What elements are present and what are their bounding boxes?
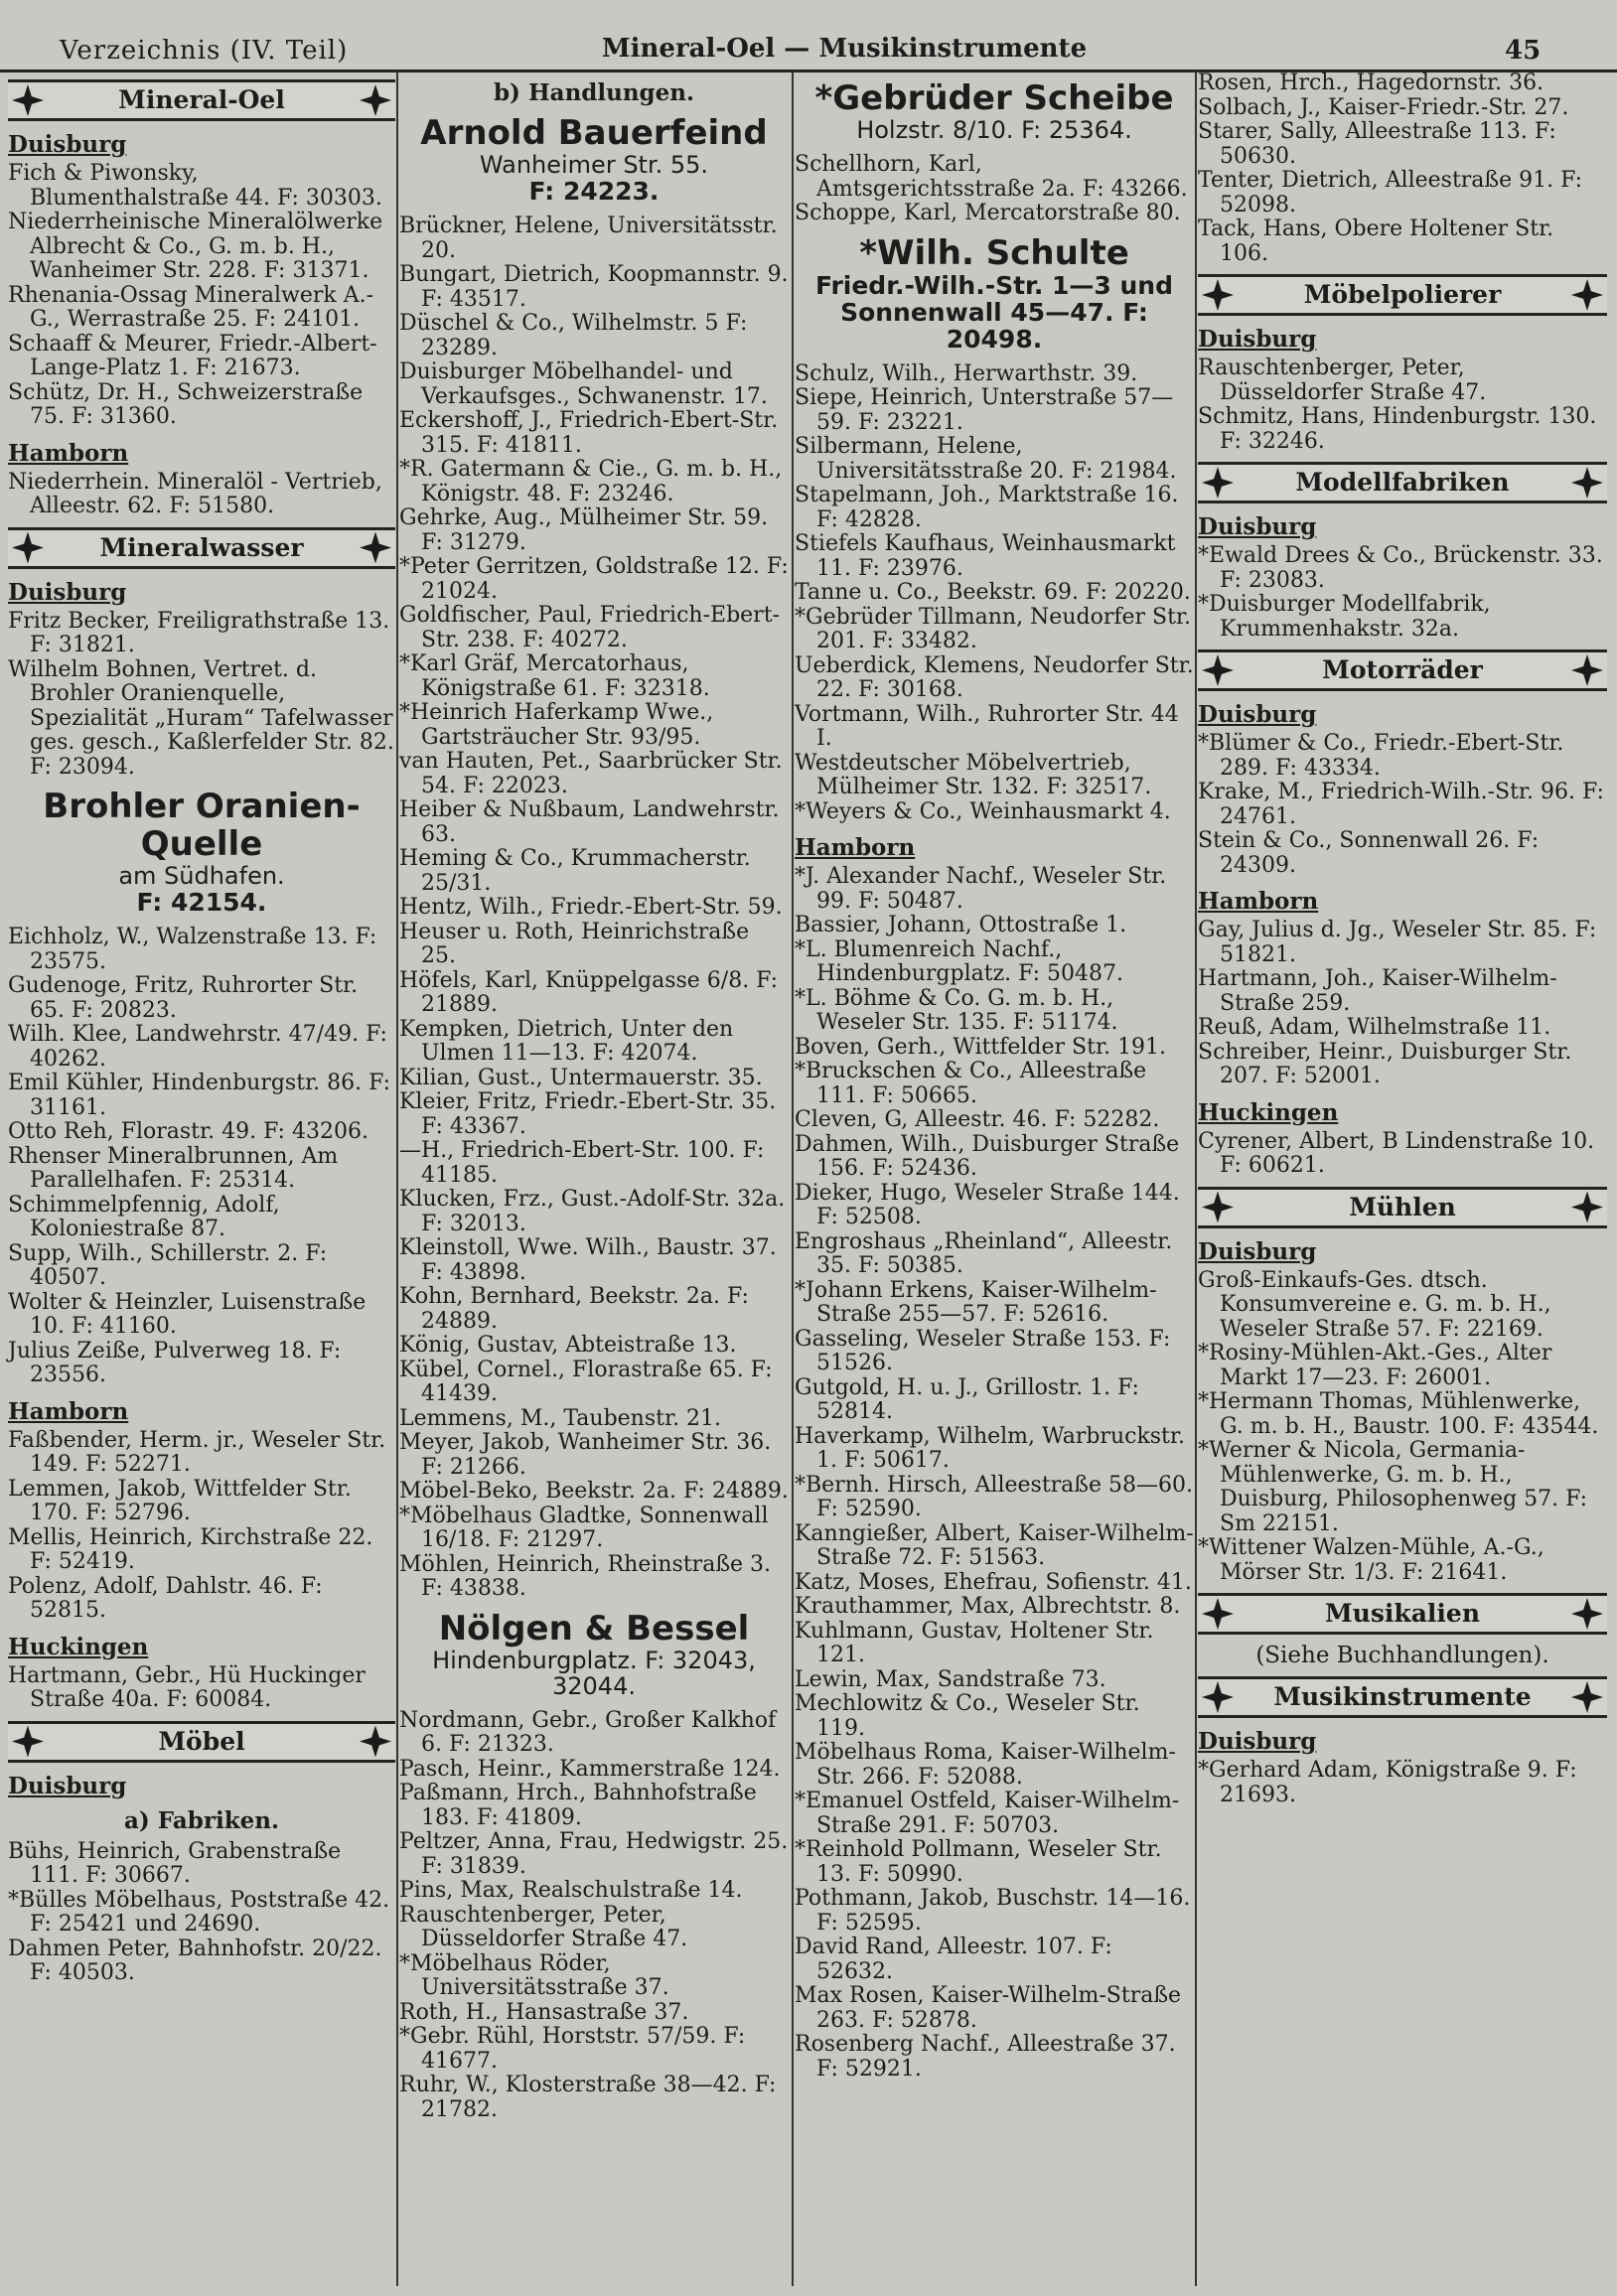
directory-entry: *Bülles Möbelhaus, Poststraße 42. F: 25421 und 24690. bbox=[8, 1887, 390, 1937]
ornament-star-icon bbox=[1202, 1598, 1234, 1630]
advertisement-block bbox=[8, 788, 395, 916]
directory-entry: Schaaff & Meurer, Friedr.-Albert-Lange-Platz 1. F: 21673. bbox=[8, 331, 377, 380]
directory-entry: Eichholz, W., Walzenstraße 13. F: 23575. bbox=[8, 925, 377, 974]
directory-entry: Kempken, Dietrich, Unter den Ulmen 11—13. F: 42074. bbox=[399, 1016, 734, 1066]
directory-entry: —H., Friedrich-Ebert-Str. 100. F: 41185. bbox=[399, 1138, 765, 1188]
directory-entry: Möhlen, Heinrich, Rheinstraße 3. F: 43838. bbox=[399, 1551, 772, 1601]
directory-entry: Cleven, G, Alleestr. 46. F: 52282. bbox=[795, 1107, 1160, 1132]
directory-entry: *Reinhold Pollmann, Weseler Str. 13. F: 50990. bbox=[795, 1837, 1162, 1887]
advertisement-block bbox=[399, 1610, 789, 1699]
section-title: Mühlen bbox=[1349, 1192, 1456, 1221]
cross-reference-note: (Siehe Buchhandlungen). bbox=[1255, 1643, 1549, 1668]
directory-entry: Boven, Gerh., Wittfelder Str. 191. bbox=[795, 1034, 1167, 1060]
advertisement-line: am Südhafen. bbox=[118, 862, 285, 890]
directory-entry: Kuhlmann, Gustav, Holtener Str. 121. bbox=[795, 1618, 1154, 1667]
directory-entry: Peltzer, Anna, Frau, Hedwigstr. 25. F: 31839. bbox=[399, 1829, 789, 1879]
directory-entry: Schütz, Dr. H., Schweizerstraße 75. F: 31360. bbox=[8, 379, 364, 429]
directory-entry: *Karl Gräf, Mercatorhaus, Königstraße 61. F: 32318. bbox=[399, 651, 710, 701]
directory-entry: Klucken, Frz., Gust.-Adolf-Str. 32a. F: 32013. bbox=[399, 1187, 786, 1236]
directory-entry: Kübel, Cornel., Florastraße 65. F: 41439. bbox=[399, 1357, 773, 1406]
directory-entry: Schimmelpfennig, Adolf, Koloniestraße 87. bbox=[8, 1192, 280, 1241]
section-banner bbox=[1198, 274, 1607, 316]
directory-entry: Rauschtenberger, Peter, Düsseldorfer Straße 47. bbox=[399, 1902, 688, 1951]
directory-entry: Lewin, Max, Sandstraße 73. bbox=[795, 1666, 1106, 1692]
directory-entry: Supp, Wilh., Schillerstr. 2. F: 40507. bbox=[8, 1240, 328, 1290]
directory-entry: *Blümer & Co., Friedr.-Ebert-Str. 289. F: 43334. bbox=[1198, 731, 1564, 781]
directory-entry: Duisburger Möbelhandel- und Verkaufsges., Schwanenstr. 17. bbox=[399, 359, 768, 409]
directory-entry: Heiber & Nußbaum, Landwehrstr. 63. bbox=[399, 797, 780, 847]
section-title: Möbelpolierer bbox=[1303, 280, 1502, 309]
section-title: Motorräder bbox=[1322, 655, 1483, 684]
header-section-title: Verzeichnis (IV. Teil) bbox=[60, 36, 349, 66]
city-heading: Hamborn bbox=[8, 439, 129, 467]
directory-entry: Roth, H., Hansastraße 37. bbox=[399, 1999, 689, 2025]
directory-entry: Schellhorn, Karl, Amtsgerichtsstraße 2a. F: 43266. bbox=[795, 152, 1188, 202]
directory-entry: Reuß, Adam, Wilhelmstraße 11. bbox=[1198, 1015, 1551, 1040]
directory-entry: Haverkamp, Wilhelm, Warbruckstr. 1. F: 50617. bbox=[795, 1423, 1185, 1473]
directory-entry: Brückner, Helene, Universitätsstr. 20. bbox=[399, 214, 778, 263]
directory-entry: Hartmann, Gebr., Hü Huckinger Straße 40a. F: 60084. bbox=[8, 1662, 366, 1712]
column-divider bbox=[1195, 72, 1197, 2286]
section-title: Musikinstrumente bbox=[1273, 1682, 1532, 1711]
header-running-title: Mineral-Oel — Musikinstrumente bbox=[601, 34, 1088, 64]
directory-entry: Julius Zeiße, Pulverweg 18. F: 23556. bbox=[8, 1338, 342, 1387]
directory-entry: *Möbelhaus Röder, Universitätsstraße 37. bbox=[399, 1950, 669, 2000]
advertisement-line: Hindenburgplatz. F: 32043, 32044. bbox=[432, 1646, 756, 1700]
section-banner bbox=[1198, 649, 1607, 691]
ornament-star-icon bbox=[1571, 1598, 1603, 1630]
directory-entry: Wilh. Klee, Landwehrstr. 47/49. F: 40262. bbox=[8, 1022, 387, 1072]
ornament-star-icon bbox=[12, 84, 44, 116]
directory-entry: Eckershoff, J., Friedrich-Ebert-Str. 315. F: 41811. bbox=[399, 408, 779, 458]
advertisement-line: Friedr.-Wilh.-Str. 1—3 und bbox=[814, 270, 1174, 300]
directory-entry: Max Rosen, Kaiser-Wilhelm-Straße 263. F: 52878. bbox=[795, 1983, 1182, 2033]
subsection-heading: a) Fabriken. bbox=[123, 1806, 279, 1834]
directory-entry: Pothmann, Jakob, Buschstr. 14—16. F: 52595. bbox=[795, 1886, 1191, 1936]
directory-entry: Bungart, Dietrich, Koopmannstr. 9. F: 43517. bbox=[399, 262, 789, 312]
ornament-star-icon bbox=[12, 1726, 44, 1758]
directory-entry: *L. Böhme & Co. G. m. b. H., Weseler Str. 135. F: 51174. bbox=[795, 985, 1118, 1035]
directory-entry: Dahmen Peter, Bahnhofstr. 20/22. F: 40503. bbox=[8, 1936, 382, 1985]
directory-entry: Dahmen, Wilh., Duisburger Straße 156. F: 52436. bbox=[795, 1131, 1180, 1181]
directory-entry: Fich & Piwonsky, Blumenthalstraße 44. F: 30303. bbox=[8, 161, 382, 211]
directory-entry: *Bernh. Hirsch, Alleestraße 58—60. F: 52590. bbox=[795, 1472, 1193, 1521]
city-heading: Duisburg bbox=[8, 1772, 127, 1799]
directory-entry: Schmitz, Hans, Hindenburgstr. 130. F: 32246. bbox=[1198, 404, 1597, 454]
ornament-star-icon bbox=[1571, 279, 1603, 311]
section-title: Mineral-Oel bbox=[118, 85, 285, 114]
directory-entry: Schoppe, Karl, Mercatorstraße 80. bbox=[795, 201, 1181, 225]
directory-entry: *Bruckschen & Co., Alleestraße 111. F: 50665. bbox=[795, 1059, 1147, 1108]
page-header bbox=[0, 30, 1617, 72]
directory-entry: Kohn, Bernhard, Beekstr. 2a. F: 24889. bbox=[399, 1284, 749, 1334]
directory-entry: Möbel-Beko, Beekstr. 2a. F: 24889. bbox=[399, 1479, 789, 1504]
directory-entry: *Werner & Nicola, Germania-Mühlenwerke, G. m. b. H., Duisburg, Philosophenweg 57. F: Sm 22151. bbox=[1198, 1438, 1588, 1536]
advertisement-line: Arnold Bauerfeind bbox=[420, 113, 768, 153]
directory-entry: Höfels, Karl, Knüppelgasse 6/8. F: 21889. bbox=[399, 967, 779, 1017]
ornament-star-icon bbox=[1202, 654, 1234, 686]
directory-entry: Gay, Julius d. Jg., Weseler Str. 85. F: 51821. bbox=[1198, 918, 1597, 967]
column-1 bbox=[8, 72, 395, 1986]
ornament-star-icon bbox=[1202, 467, 1234, 499]
directory-entry: van Hauten, Pet., Saarbrücker Str. 54. F: 22023. bbox=[399, 749, 783, 798]
city-heading: Huckingen bbox=[1198, 1098, 1339, 1126]
ornament-star-icon bbox=[12, 532, 44, 564]
directory-entry: *Möbelhaus Gladtke, Sonnenwall 16/18. F: 21297. bbox=[399, 1503, 769, 1552]
directory-entry: *Ewald Drees & Co., Brückenstr. 33. F: 23083. bbox=[1198, 543, 1603, 593]
directory-entry: Siepe, Heinrich, Unterstraße 57—59. F: 23221. bbox=[795, 385, 1174, 435]
directory-entry: Pasch, Heinr., Kammerstraße 124. bbox=[399, 1756, 781, 1782]
directory-entry: Pins, Max, Realschulstraße 14. bbox=[399, 1878, 743, 1903]
directory-entry: *J. Alexander Nachf., Weseler Str. 99. F: 50487. bbox=[795, 864, 1167, 914]
directory-entry: Vortmann, Wilh., Ruhrorter Str. 44 I. bbox=[795, 701, 1179, 751]
directory-entry: Stein & Co., Sonnenwall 26. F: 24309. bbox=[1198, 828, 1540, 878]
directory-entry: *Heinrich Haferkamp Wwe., Gartsträucher Str. 93/95. bbox=[399, 700, 714, 750]
advertisement-line: Holzstr. 8/10. F: 25364. bbox=[856, 116, 1132, 144]
directory-entry: Hentz, Wilh., Friedr.-Ebert-Str. 59. bbox=[399, 895, 783, 920]
directory-entry: *Johann Erkens, Kaiser-Wilhelm-Straße 255—57. F: 52616. bbox=[795, 1277, 1157, 1327]
city-heading: Duisburg bbox=[1198, 1237, 1317, 1265]
advertisement-line: Wanheimer Str. 55. bbox=[479, 151, 709, 179]
directory-entry: Starer, Sally, Alleestraße 113. F: 50630. bbox=[1198, 119, 1556, 169]
advertisement-block bbox=[795, 234, 1194, 353]
city-heading: Duisburg bbox=[1198, 513, 1317, 540]
directory-entry: Polenz, Adolf, Dahlstr. 46. F: 52815. bbox=[8, 1573, 323, 1623]
city-heading: Duisburg bbox=[8, 131, 127, 158]
advertisement-line: *Wilh. Schulte bbox=[859, 232, 1129, 273]
directory-entry: Stiefels Kaufhaus, Weinhausmarkt 11. F: 23976. bbox=[795, 531, 1176, 581]
section-banner bbox=[8, 79, 395, 121]
directory-entry: Lemmen, Jakob, Wittfelder Str. 170. F: 52796. bbox=[8, 1476, 352, 1525]
directory-entry: Gudenoge, Fritz, Ruhrorter Str. 65. F: 20823. bbox=[8, 973, 359, 1023]
directory-entry: *Hermann Thomas, Mühlenwerke, G. m. b. H., Baustr. 100. F: 43544. bbox=[1198, 1389, 1599, 1439]
directory-entry: Dieker, Hugo, Weseler Straße 144. F: 52508. bbox=[795, 1180, 1180, 1229]
section-title: Mineralwasser bbox=[99, 532, 304, 562]
directory-entry: Gehrke, Aug., Mülheimer Str. 59. F: 31279. bbox=[399, 505, 769, 555]
ornament-star-icon bbox=[1202, 279, 1234, 311]
directory-entry: Fritz Becker, Freiligrathstraße 13. F: 31821. bbox=[8, 608, 390, 657]
directory-entry: Wolter & Heinzler, Luisenstraße 10. F: 41160. bbox=[8, 1289, 367, 1339]
directory-entry: Niederrheinische Mineralölwerke Albrecht & Co., G. m. b. H., Wanheimer Str. 228. F: 31371. bbox=[8, 210, 383, 283]
city-heading: Duisburg bbox=[1198, 326, 1317, 353]
directory-entry: *Weyers & Co., Weinhausmarkt 4. bbox=[795, 798, 1171, 824]
directory-entry: Rosenberg Nachf., Alleestraße 37. F: 52921. bbox=[795, 2032, 1176, 2081]
ornament-star-icon bbox=[1202, 1681, 1234, 1713]
directory-entry: Emil Kühler, Hindenburgstr. 86. F: 31161. bbox=[8, 1071, 391, 1120]
section-title: Möbel bbox=[158, 1726, 245, 1756]
directory-entry: Tanne u. Co., Beekstr. 69. F: 20220. bbox=[795, 580, 1191, 605]
directory-entry: Katz, Moses, Ehefrau, Sofienstr. 41. bbox=[795, 1569, 1192, 1595]
city-heading: Duisburg bbox=[8, 578, 127, 606]
directory-entry: Tack, Hans, Obere Holtener Str. 106. bbox=[1198, 216, 1554, 266]
directory-entry: Krauthammer, Max, Albrechtstr. 8. bbox=[795, 1594, 1181, 1619]
directory-entry: Düschel & Co., Wilhelmstr. 5 F: 23289. bbox=[399, 311, 748, 360]
directory-entry: Groß-Einkaufs-Ges. dtsch. Konsumvereine e. G. m. b. H., Weseler Straße 57. F: 22169. bbox=[1198, 1267, 1551, 1342]
directory-entry: *R. Gatermann & Cie., G. m. b. H., Königstr. 48. F: 23246. bbox=[399, 457, 783, 506]
directory-entry: Kleinstoll, Wwe. Wilh., Baustr. 37. F: 43898. bbox=[399, 1235, 777, 1285]
advertisement-block bbox=[399, 114, 789, 205]
section-banner bbox=[1198, 462, 1607, 503]
advertisement-line: Nölgen & Bessel bbox=[438, 1608, 750, 1649]
section-banner bbox=[1198, 1187, 1607, 1228]
directory-entry: Rosen, Hrch., Hagedornstr. 36. bbox=[1198, 71, 1544, 95]
directory-entry: *Gerhard Adam, Königstraße 9. F: 21693. bbox=[1198, 1758, 1577, 1807]
directory-entry: *Gebr. Rühl, Horststr. 57/59. F: 41677. bbox=[399, 2024, 746, 2074]
advertisement-line: Sonnenwall 45—47. F: 20498. bbox=[840, 297, 1148, 354]
directory-entry: Gasseling, Weseler Straße 153. F: 51526. bbox=[795, 1326, 1171, 1375]
directory-entry: *Rosiny-Mühlen-Akt.-Ges., Alter Markt 17—23. F: 26001. bbox=[1198, 1341, 1552, 1390]
city-heading: Duisburg bbox=[1198, 1728, 1317, 1755]
directory-entry: Tenter, Dietrich, Alleestraße 91. F: 52098. bbox=[1198, 168, 1583, 217]
directory-entry: *L. Blumenreich Nachf., Hindenburgplatz. F: 50487. bbox=[795, 936, 1124, 986]
directory-entry: König, Gustav, Abteistraße 13. bbox=[399, 1333, 737, 1358]
section-title: Musikalien bbox=[1324, 1599, 1481, 1628]
directory-entry: Nordmann, Gebr., Großer Kalkhof 6. F: 21323. bbox=[399, 1707, 777, 1757]
ornament-star-icon bbox=[360, 1726, 391, 1758]
directory-entry: Silbermann, Helene, Universitätsstraße 20. F: 21984. bbox=[795, 434, 1177, 484]
ornament-star-icon bbox=[360, 532, 391, 564]
directory-entry: Westdeutscher Möbelvertrieb, Mülheimer Str. 132. F: 32517. bbox=[795, 750, 1152, 799]
directory-entry: Schulz, Wilh., Herwarthstr. 39. bbox=[795, 360, 1138, 386]
directory-entry: *Wittener Walzen-Mühle, A.-G., Mörser Str. 1/3. F: 21641. bbox=[1198, 1535, 1544, 1585]
advertisement-block bbox=[795, 79, 1194, 143]
directory-entry: Heuser u. Roth, Heinrichstraße 25. bbox=[399, 919, 750, 968]
section-banner bbox=[1198, 1593, 1607, 1635]
ornament-star-icon bbox=[360, 84, 391, 116]
ornament-star-icon bbox=[1571, 1192, 1603, 1223]
directory-entry: Ruhr, W., Klosterstraße 38—42. F: 21782. bbox=[399, 2073, 777, 2122]
directory-entry: Ueberdick, Klemens, Neudorfer Str. 22. F: 30168. bbox=[795, 652, 1194, 702]
directory-entry: Kanngießer, Albert, Kaiser-Wilhelm-Straße 72. F: 51563. bbox=[795, 1520, 1194, 1570]
directory-entry: Möbelhaus Roma, Kaiser-Wilhelm-Str. 266. F: 52088. bbox=[795, 1740, 1176, 1790]
directory-entry: Gutgold, H. u. J., Grillostr. 1. F: 52814. bbox=[795, 1374, 1139, 1424]
directory-entry: Rauschtenberger, Peter, Düsseldorfer Straße 47. bbox=[1198, 356, 1487, 405]
column-4 bbox=[1198, 72, 1607, 1807]
section-banner bbox=[1198, 1676, 1607, 1718]
ornament-star-icon bbox=[1571, 654, 1603, 686]
directory-entry: *Duisburger Modellfabrik, Krummenhakstr. 32a. bbox=[1198, 592, 1491, 642]
directory-entry: Otto Reh, Florastr. 49. F: 43206. bbox=[8, 1119, 368, 1144]
directory-entry: Faßbender, Herm. jr., Weseler Str. 149. F: 52271. bbox=[8, 1427, 386, 1477]
section-banner bbox=[8, 527, 395, 569]
column-divider bbox=[396, 72, 398, 2286]
directory-entry: Cyrener, Albert, B Lindenstraße 10. F: 60621. bbox=[1198, 1128, 1595, 1178]
directory-entry: Lemmens, M., Taubenstr. 21. bbox=[399, 1405, 722, 1431]
column-2 bbox=[399, 72, 789, 2122]
directory-entry: Kilian, Gust., Untermauerstr. 35. bbox=[399, 1065, 763, 1090]
city-heading: Huckingen bbox=[8, 1633, 149, 1660]
column-3 bbox=[795, 72, 1194, 2081]
city-heading: Duisburg bbox=[1198, 701, 1317, 728]
column-divider bbox=[792, 72, 794, 2286]
advertisement-line: Brohler Oranien-Quelle bbox=[43, 787, 361, 864]
ornament-star-icon bbox=[1571, 1681, 1603, 1713]
directory-entry: Bühs, Heinrich, Grabenstraße 111. F: 30667. bbox=[8, 1838, 342, 1888]
subsection-heading: b) Handlungen. bbox=[493, 79, 695, 106]
directory-entry: Hartmann, Joh., Kaiser-Wilhelm-Straße 259. bbox=[1198, 966, 1557, 1016]
advertisement-line: F: 24223. bbox=[528, 177, 660, 206]
advertisement-line: *Gebrüder Scheibe bbox=[814, 78, 1174, 118]
directory-entry: Wilhelm Bohnen, Vertret. d. Brohler Oranienquelle, Spezialität „Huram“ Tafelwasser ges. gesch., Kaßlerfelder Str. 82. F: 23094. bbox=[8, 656, 394, 780]
directory-entry: Paßmann, Hrch., Bahnhofstraße 183. F: 41809. bbox=[399, 1781, 757, 1830]
ornament-star-icon bbox=[1571, 467, 1603, 499]
directory-entry: Meyer, Jakob, Wanheimer Str. 36. F: 21266. bbox=[399, 1430, 772, 1480]
directory-entry: *Gebrüder Tillmann, Neudorfer Str. 201. F: 33482. bbox=[795, 604, 1192, 653]
directory-entry: Rhenser Mineralbrunnen, Am Parallelhafen. F: 25314. bbox=[8, 1143, 339, 1193]
directory-entry: Schreiber, Heinr., Duisburger Str. 207. F: 52001. bbox=[1198, 1039, 1572, 1088]
directory-entry: Engroshaus „Rheinland“, Alleestr. 35. F: 50385. bbox=[795, 1228, 1173, 1278]
directory-entry: Mechlowitz & Co., Weseler Str. 119. bbox=[795, 1691, 1140, 1741]
directory-entry: Heming & Co., Krummacherstr. 25/31. bbox=[399, 846, 751, 896]
directory-entry: Stapelmann, Joh., Marktstraße 16. F: 42828. bbox=[795, 483, 1179, 532]
directory-entry: David Rand, Alleestr. 107. F: 52632. bbox=[795, 1935, 1112, 1984]
directory-entry: Bassier, Johann, Ottostraße 1. bbox=[795, 913, 1127, 937]
advertisement-line: F: 42154. bbox=[136, 888, 267, 917]
city-heading: Hamborn bbox=[795, 834, 916, 861]
directory-entry: Rhenania-Ossag Mineralwerk A.-G., Werrastraße 25. F: 24101. bbox=[8, 282, 374, 332]
directory-entry: Kleier, Fritz, Friedr.-Ebert-Str. 35. F: 43367. bbox=[399, 1089, 777, 1139]
city-heading: Hamborn bbox=[8, 1397, 129, 1425]
directory-entry: *Peter Gerritzen, Goldstraße 12. F: 21024. bbox=[399, 554, 789, 604]
section-title: Modellfabriken bbox=[1295, 468, 1510, 497]
directory-entry: *Emanuel Ostfeld, Kaiser-Wilhelm-Straße 291. F: 50703. bbox=[795, 1789, 1180, 1838]
directory-entry: Niederrhein. Mineralöl - Vertrieb, Alleestr. 62. F: 51580. bbox=[8, 469, 382, 518]
page-number: 45 bbox=[1505, 36, 1542, 66]
city-heading: Hamborn bbox=[1198, 888, 1319, 915]
directory-entry: Solbach, J., Kaiser-Friedr.-Str. 27. bbox=[1198, 94, 1569, 120]
directory-entry: Goldfischer, Paul, Friedrich-Ebert-Str. 238. F: 40272. bbox=[399, 603, 780, 652]
directory-entry: Mellis, Heinrich, Kirchstraße 22. F: 52419. bbox=[8, 1524, 373, 1574]
section-banner bbox=[8, 1721, 395, 1763]
ornament-star-icon bbox=[1202, 1192, 1234, 1223]
directory-entry: Krake, M., Friedrich-Wilh.-Str. 96. F: 24761. bbox=[1198, 780, 1604, 829]
